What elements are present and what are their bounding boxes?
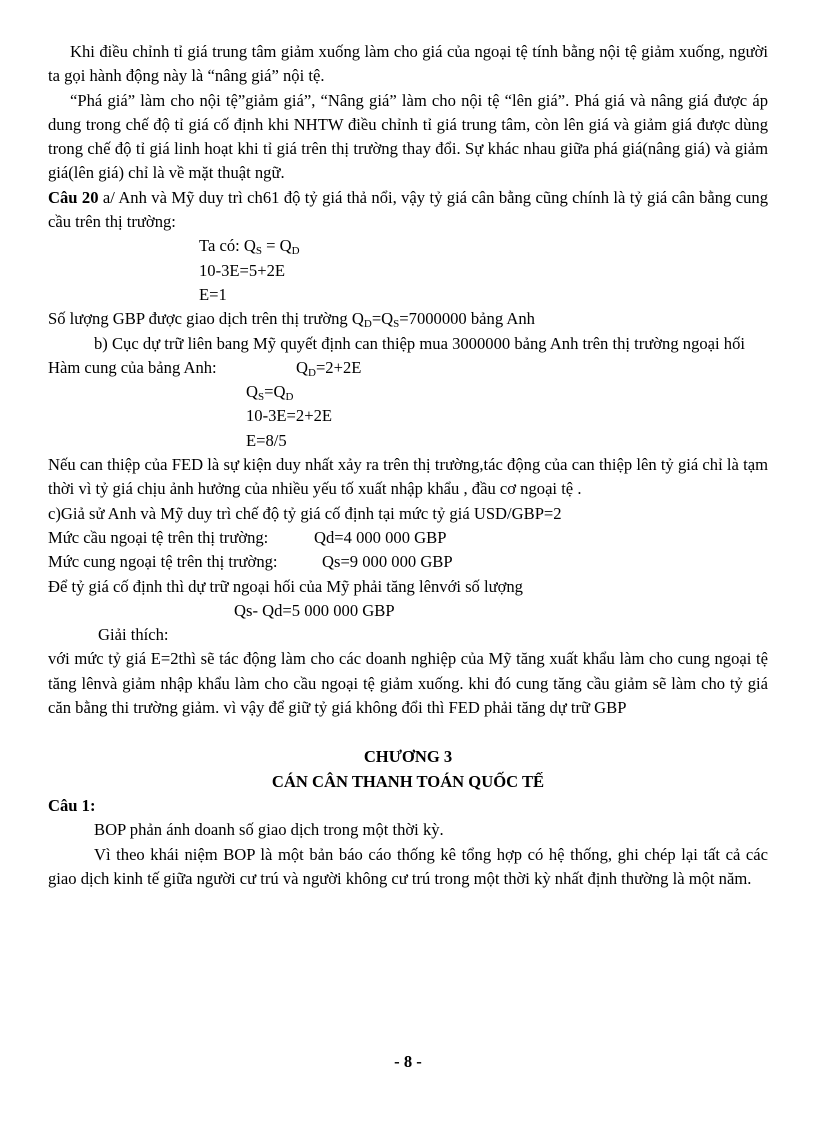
question-20-label: Câu 20 [48,187,99,207]
question-20-part-b: b) Cục dự trữ liên bang Mỹ quyết định can thiệp mua 3000000 bảng Anh trên thị trường ngoại hối [94,333,746,353]
page-number: - 8 - [394,1052,422,1071]
reserve-line: Để tỷ giá cố định thì dự trữ ngoại hối của Mỹ phải tăng lênvới số lượng [48,576,523,596]
reserve-equation: Qs- Qd=5 000 000 GBP [234,600,395,620]
equation-a2: 10-3E=5+2E [199,260,285,280]
chapter-title: CÁN CÂN THANH TOÁN QUỐC TẾ [271,771,545,791]
paragraph-revaluation: Khi điều chỉnh tỉ giá trung tâm giảm xuống làm cho giá của ngoại tệ tính bằng nội tệ giảm xuống, người ta gọi hành động này là “nâng giá” nội tệ. [48,42,768,86]
equation-qs-qd: Ta có: $Q_S = Q_D$ [199,236,300,258]
supply-line: Mức cung ngoại tệ trên thị trường: Qs=9 000 000 GBP [48,552,453,572]
document-page [48,40,768,891]
fed-intervention-note: Nếu can thiệp của FED là sự kiện duy nhất xảy ra trên thị trường,tác động của can thiệp lên tỷ giá chỉ là tạm thời vì tỷ giá chịu ảnh hưởng của nhiều yếu tố xuất nhập khẩu , đầu cơ ngoại tệ . [48,455,768,499]
equation-b3: E=8/5 [246,430,287,450]
equation-b1: $Q_S=Q_D$ [246,382,294,404]
question-1-line1: BOP phản ánh doanh số giao dịch trong một thời kỳ. [94,820,444,840]
demand-line: Mức cầu ngoại tệ trên thị trường: Qd=4 000 000 GBP [48,527,447,547]
question-1-label: Câu 1: [48,795,96,815]
chapter-number: CHƯƠNG 3 [363,747,453,767]
explanation-label: Giải thích: [98,625,169,645]
explanation-paragraph: với mức tỷ giá E=2thì sẽ tác động làm cho các doanh nghiệp của Mỹ tăng xuất khẩu làm cho cung ngoại tệ tăng lênvà giảm nhập khẩu làm cho cầu ngoại tệ giảm xuống. khi đó cung tăng cầu giảm sẽ làm cho tỷ giá căn bằng thi trường giảm. vì vậy để giữ tỷ giá không đổi thì FED phải tăng dự trữ GBP [48,649,768,718]
paragraph-devaluation-terms: “Phá giá” làm cho nội tệ”giảm giá”, “Nâng giá” làm cho nội tệ “lên giá”. Phá giá và nâng giá được áp dung trong chế độ tỉ giá cố định khi NHTW điều chỉnh tỉ giá trung tâm, còn lên giá và giảm giá được dùng trong chế độ tỉ giá linh hoạt khi tỉ giá trên thị trường thay đổi. Sự khác nhau giữa phá giá(nâng giá) và giảm giá(lên giá) chỉ là về mặt thuật ngữ. [48,90,768,183]
supply-function-line: Hàm cung của bảng Anh: $Q_D=2+2E$ [48,357,362,379]
question-20-part-a: Câu 20 a/ Anh và Mỹ duy trì ch61 độ tỷ giá thả nổi, vậy tỷ giá cân bằng cũng chính là tỷ giá cân bằng cung cầu trên thị trường: [48,187,768,232]
traded-quantity-line: Số lượng GBP được giao dịch trên thị trường $Q_D=Q_S=7000000$ bảng Anh [48,309,535,331]
question-20-part-c: c)Giả sử Anh và Mỹ duy trì chế độ tỷ giá cố định tại mức tỷ giá USD/GBP=2 [48,503,562,523]
equation-b2: 10-3E=2+2E [246,406,332,426]
question-1-line2: Vì theo khái niệm BOP là một bản báo cáo thống kê tổng hợp có hệ thống, ghi chép lại tất cả các giao dịch kinh tế giữa người cư trú và người không cư trú trong một thời kỳ nhất định thường là một năm. [48,844,768,888]
equation-a3: E=1 [199,284,227,304]
